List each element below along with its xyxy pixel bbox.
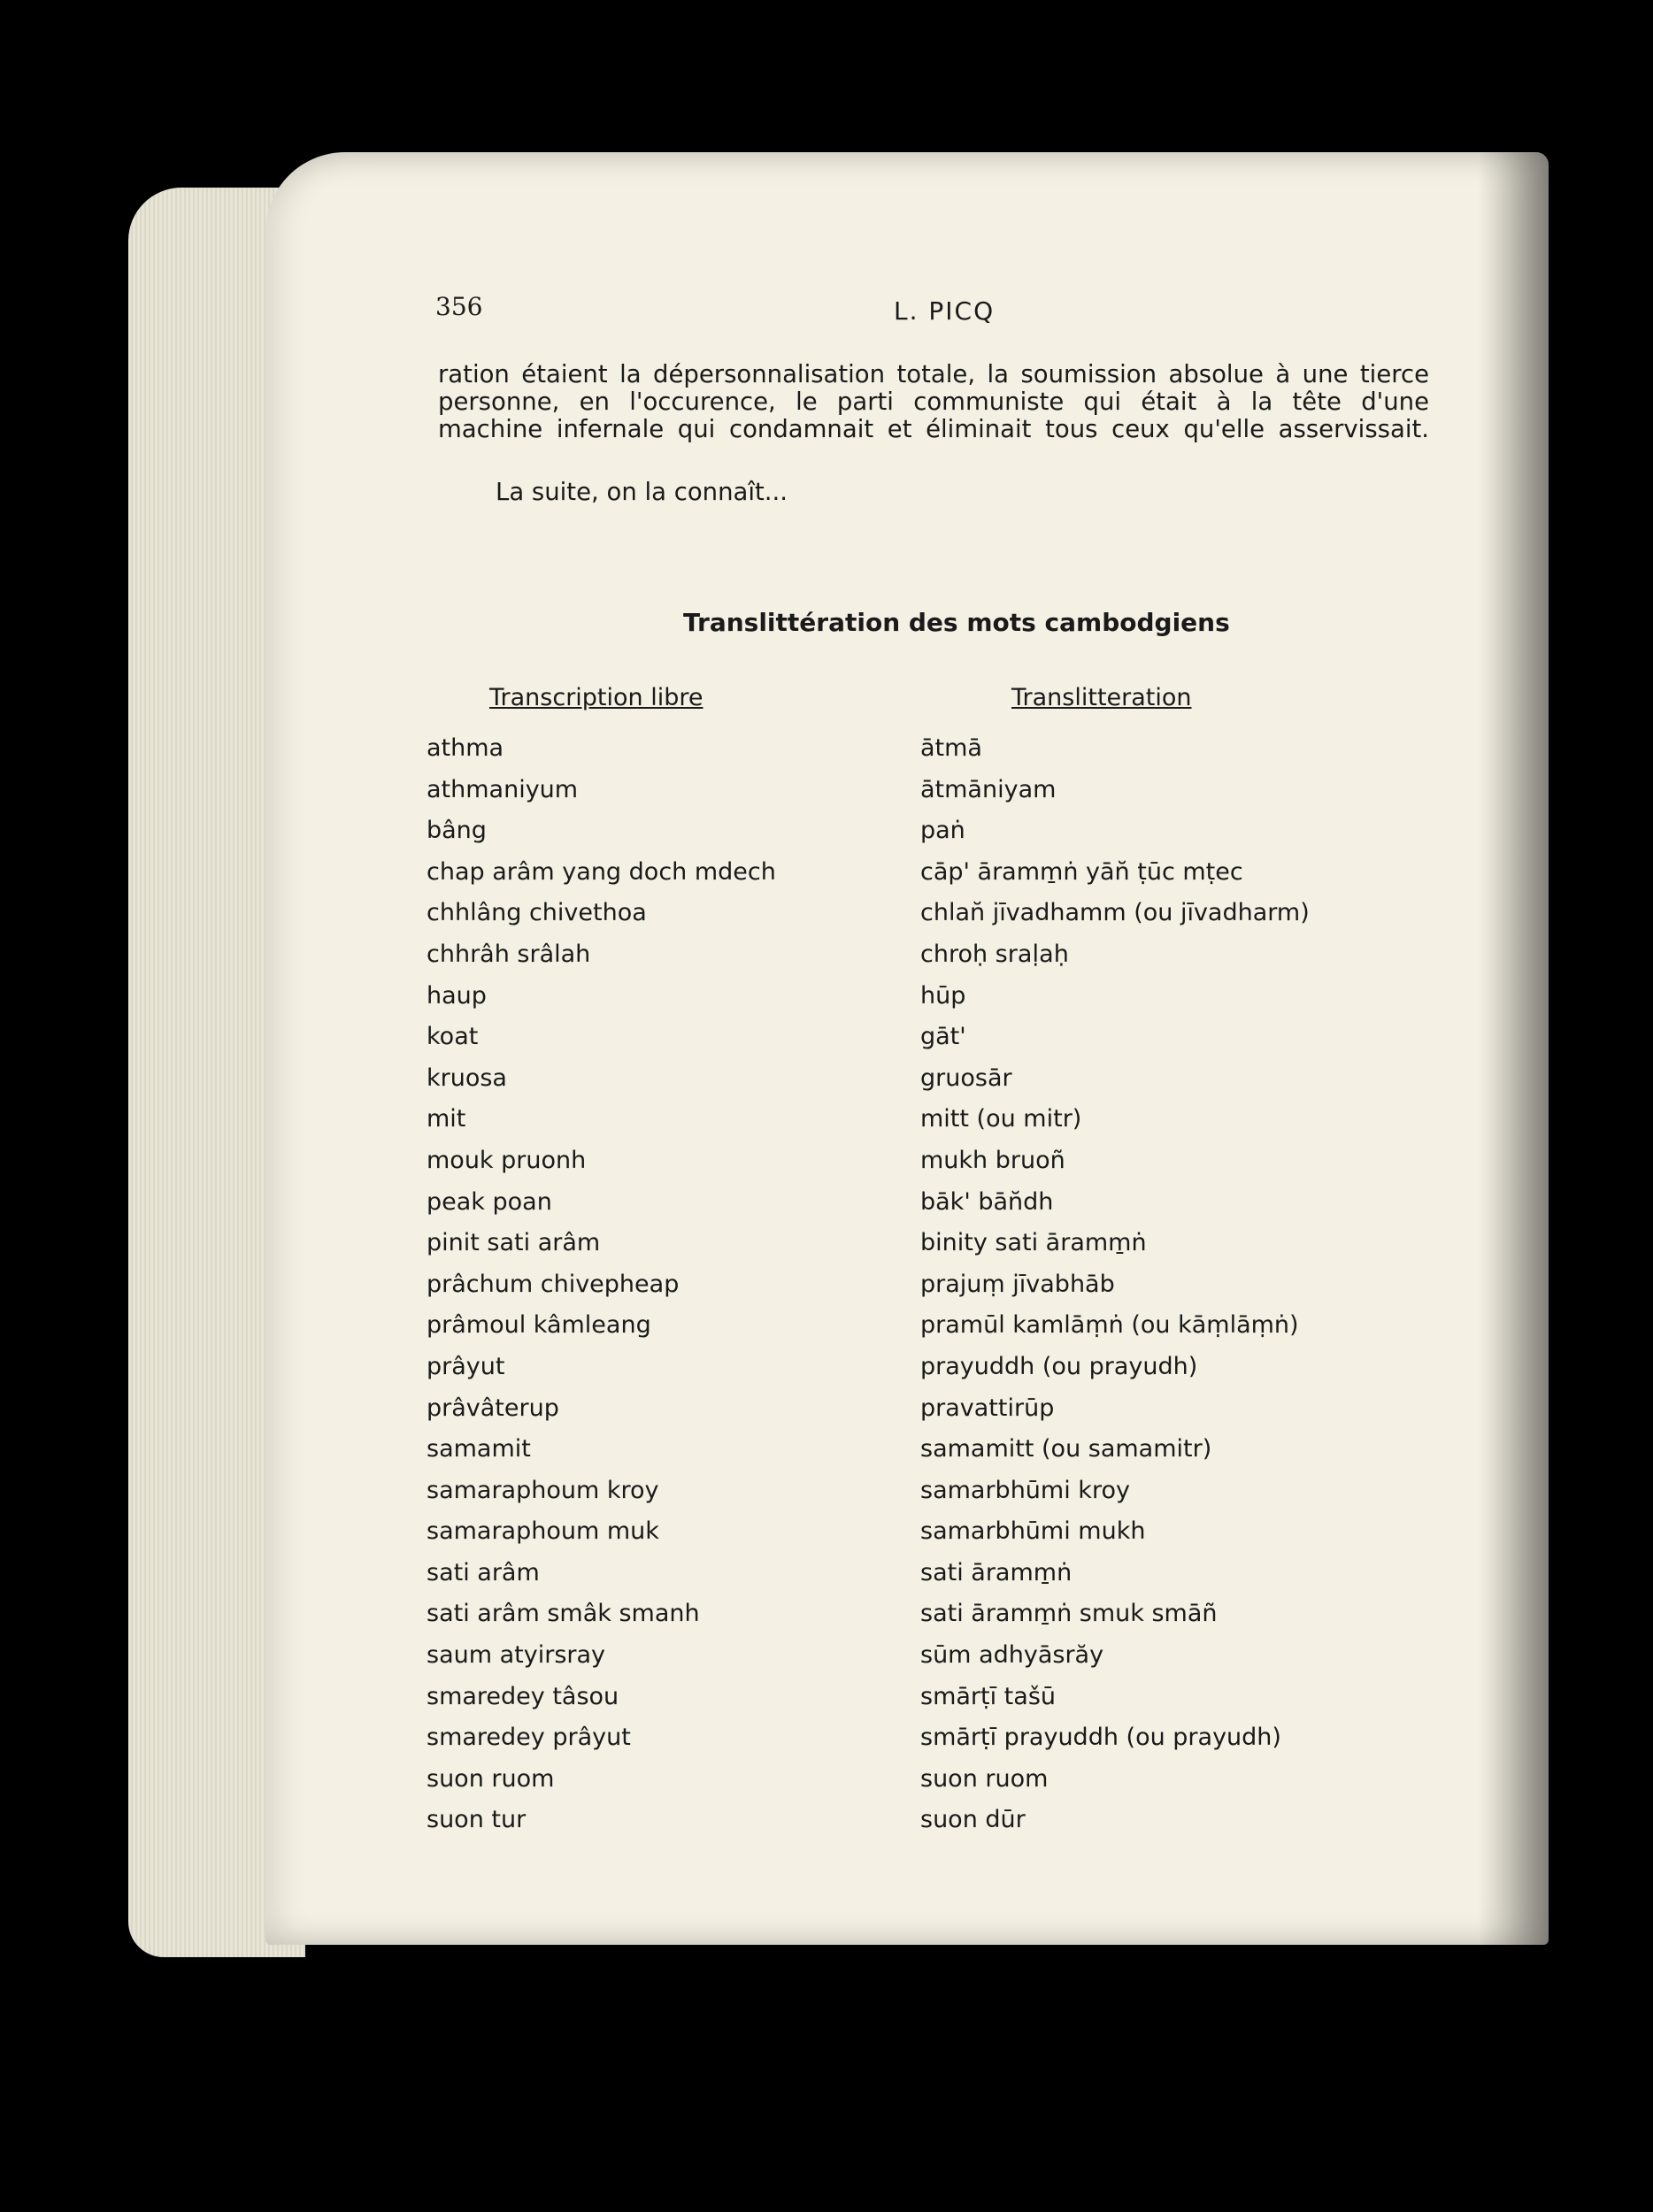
page-fold-shadow [1478, 152, 1549, 1945]
column-header-transcription: Transcription libre [489, 684, 703, 711]
transliteration-item: sati āramm̱ṅ [920, 1558, 1073, 1586]
transliteration-item: smārṭī prayuddh (ou prayudh) [920, 1724, 1281, 1752]
paragraph-line: ration étaient la dépersonnalisation totale, la soumission absolue à une tierce [438, 360, 1429, 388]
column-header-transliteration: Translitteration [1011, 684, 1192, 711]
transliteration-item: pravattirūp [920, 1394, 1055, 1422]
transliteration-item: samamitt (ou samamitr) [920, 1435, 1212, 1463]
transcription-item: athmaniyum [427, 775, 579, 803]
transliteration-item: mitt (ou mitr) [920, 1105, 1082, 1133]
transcription-item: samamit [427, 1435, 531, 1463]
transcription-item: suon ruom [427, 1764, 555, 1793]
transcription-item: sati arâm [427, 1558, 540, 1586]
transcription-item: peak poan [427, 1187, 552, 1216]
transcription-item: smaredey prâyut [427, 1724, 631, 1752]
transcription-item: kruosa [427, 1064, 507, 1092]
transliteration-item: ātmā [920, 734, 982, 762]
transcription-item: sati arâm smâk smanh [427, 1600, 700, 1628]
transcription-item: pinit sati arâm [427, 1229, 601, 1257]
transcription-item: suon tur [427, 1806, 527, 1834]
transliteration-item: prayuddh (ou prayudh) [920, 1352, 1198, 1380]
transliteration-item: suon dūr [920, 1806, 1026, 1834]
transcription-item: mit [427, 1105, 466, 1133]
transcription-item: chhlâng chivethoa [427, 899, 647, 927]
transliteration-item: paṅ [920, 817, 965, 845]
transliteration-item: pramūl kamlāṃṅ (ou kāṃlāṃṅ) [920, 1311, 1299, 1340]
transcription-item: prâchum chivepheap [427, 1270, 680, 1298]
transliteration-item: chlan̆ jīvadhamm (ou jīvadharm) [920, 899, 1310, 927]
transliteration-item: cāp' āramm̱ṅ yān̆ ṭūc mṭec [920, 857, 1243, 886]
transcription-item: mouk pruonh [427, 1146, 587, 1174]
transliteration-item: hūp [920, 981, 966, 1010]
transcription-item: prâvâterup [427, 1394, 559, 1422]
section-title: Translittération des mots cambodgiens [683, 608, 1230, 637]
transliteration-item: chroḥ sraḷaḥ [920, 940, 1069, 968]
running-head-author: L. PICQ [894, 296, 996, 326]
transcription-item: prâyut [427, 1352, 505, 1380]
transliteration-item: ātmāniyam [920, 775, 1057, 803]
transcription-item: smaredey tâsou [427, 1682, 619, 1710]
transcription-item: chhrâh srâlah [427, 940, 591, 968]
paragraph-line: personne, en l'occurence, le parti communiste qui était à la tête d'une [438, 388, 1429, 416]
transliteration-item: gruosār [920, 1064, 1012, 1092]
transliteration-item: suon ruom [920, 1764, 1049, 1793]
transcription-item: prâmoul kâmleang [427, 1311, 651, 1340]
transcription-item: samaraphoum muk [427, 1517, 659, 1546]
transcription-item: haup [427, 981, 487, 1010]
transcription-list [427, 728, 776, 1841]
transcription-item: samaraphoum kroy [427, 1476, 659, 1504]
transcription-item: koat [427, 1023, 479, 1051]
transcription-item: athma [427, 734, 504, 762]
transliteration-item: samarbhūmi kroy [920, 1476, 1130, 1504]
transliteration-item: bāk' bān̆dh [920, 1187, 1054, 1216]
transliteration-item: sati āramm̱ṅ smuk smāñ [920, 1600, 1218, 1628]
transcription-item: bâng [427, 817, 487, 845]
body-paragraph [438, 361, 1429, 443]
transliteration-item: mukh bruoñ [920, 1146, 1065, 1174]
transliteration-item: samarbhūmi mukh [920, 1517, 1146, 1546]
transcription-item: saum atyirsray [427, 1641, 606, 1670]
transliteration-item: prajuṃ jīvabhāb [920, 1270, 1115, 1298]
closing-line: La suite, on la connaît... [496, 478, 788, 506]
transliteration-item: binity sati āramm̱ṅ [920, 1229, 1147, 1257]
transliteration-item: gāt' [920, 1023, 966, 1051]
transcription-item: chap arâm yang doch mdech [427, 857, 776, 886]
transliteration-item: smārṭī tašū [920, 1682, 1056, 1710]
transliteration-item: sūm adhyāsrăy [920, 1641, 1104, 1670]
paragraph-line: machine infernale qui condamnait et éliminait tous ceux qu'elle asservissait. [438, 415, 1429, 443]
transliteration-list [920, 728, 1310, 1841]
page-number: 356 [435, 292, 483, 321]
